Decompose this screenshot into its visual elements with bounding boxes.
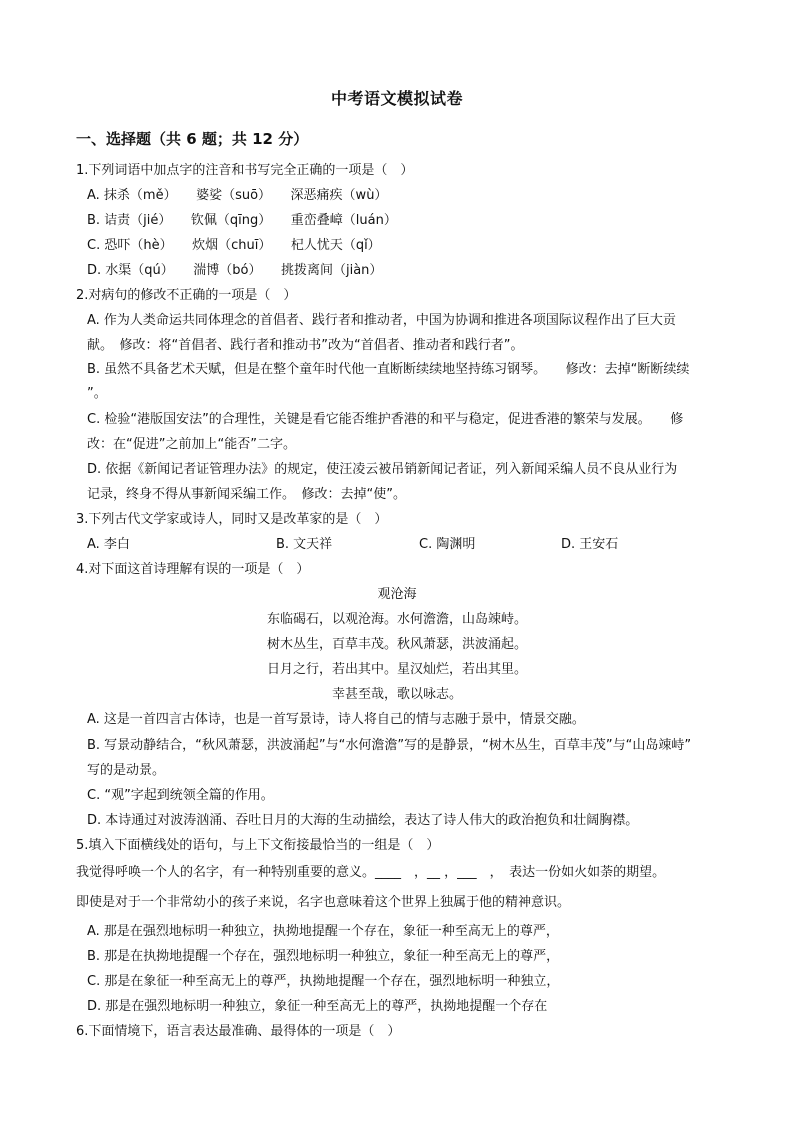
poem-line: 日月之行，若出其中。星汉灿烂，若出其里。 xyxy=(266,662,527,677)
question-4-stem: 4.对下面这首诗理解有误的一项是（ ） xyxy=(76,562,310,577)
question-3-stem: 3.下列古代文学家或诗人，同时又是改革家的是（ ） xyxy=(76,512,388,527)
question-2-line: ”。 xyxy=(87,386,107,401)
question-2-line: A. 作为人类命运共同体理念的首倡者、践行者和推动者，中国为协调和推进各项国际议程作出了巨大贡 xyxy=(87,313,676,328)
question-2-line: D. 依据《新闻记者证管理办法》的规定，使汪凌云被吊销新闻记者证，列入新闻采编人员不良从业行为 xyxy=(87,462,678,477)
question-5-paragraph: 我觉得呼唤一个人的名字，有一种特别重要的意义。____ ，__ ，___ ， 表达一份如火如荼的期望。 xyxy=(76,865,666,880)
question-3-option-a: A. 李白 xyxy=(87,537,130,552)
poem-line: 幸甚至哉，歌以咏志。 xyxy=(331,687,462,702)
question-2-line: 记录，终身不得从事新闻采编工作。 修改：去掉“使”。 xyxy=(87,487,406,502)
question-1-option-c: C. 恐吓（hè） 炊烟（chuī） 杞人忧天（qǐ） xyxy=(87,238,381,253)
poem-line: 东临碣石，以观沧海。水何澹澹，山岛竦峙。 xyxy=(266,612,527,627)
question-4-line: C. “观”字起到统领全篇的作用。 xyxy=(87,788,274,803)
question-6-stem: 6.下面情境下，语言表达最准确、最得体的一项是（ ） xyxy=(76,1024,401,1039)
page-title: 中考语文模拟试卷 xyxy=(330,89,463,108)
question-1-stem: 1.下列词语中加点字的注音和书写完全正确的一项是（ ） xyxy=(76,163,414,178)
question-2-line: B. 虽然不具备艺术天赋，但是在整个童年时代他一直断断续续地坚持练习钢琴。 修改：去掉“断断续续 xyxy=(87,362,690,377)
poem-line: 树木丛生，百草丰茂。秋风萧瑟，洪波涌起。 xyxy=(266,637,527,652)
question-5-paragraph: 即使是对于一个非常幼小的孩子来说，名字也意味着这个世界上独属于他的精神意识。 xyxy=(76,895,571,910)
question-2-line: C. 检验“港版国安法”的合理性，关键是看它能否维护香港的和平与稳定，促进香港的繁荣与发展。 修 xyxy=(87,412,684,427)
question-3-option-c: C. 陶渊明 xyxy=(419,537,476,552)
section-heading: 一、选择题（共 6 题；共 12 分） xyxy=(76,130,309,148)
poem-title: 观沧海 xyxy=(377,587,417,602)
question-5-stem: 5.填入下面横线处的语句，与上下文衔接最恰当的一组是（ ） xyxy=(76,838,440,853)
question-3-option-d: D. 王安石 xyxy=(561,537,619,552)
question-3-options xyxy=(0,536,794,554)
question-5-option-c: C. 那是在象征一种至高无上的尊严，执拗地提醒一个存在，强烈地标明一种独立， xyxy=(87,974,560,989)
question-2-line: 献。 修改：将“首倡者、践行者和推动书”改为“首倡者、推动者和践行者”。 xyxy=(87,338,524,353)
question-1-option-b: B. 诘责（jié） 钦佩（qīng） 重峦叠嶂（luán） xyxy=(87,213,397,228)
question-5-option-b: B. 那是在执拗地提醒一个存在，强烈地标明一种独立，象征一种至高无上的尊严， xyxy=(87,949,560,964)
question-4-line: D. 本诗通过对波涛汹涌、吞吐日月的大海的生动描绘，表达了诗人伟大的政治抱负和壮阔胸襟。 xyxy=(87,813,639,828)
question-2-line: 改：在“促进”之前加上“能否”二字。 xyxy=(87,437,296,452)
question-3-option-b: B. 文天祥 xyxy=(276,537,333,552)
question-4-line: A. 这是一首四言古体诗，也是一首写景诗，诗人将自己的情与志融于景中，情景交融。 xyxy=(87,712,585,727)
question-4-line: B. 写景动静结合，“秋风萧瑟，洪波涌起”与“水何澹澹”写的是静景，“树木丛生，百草丰茂”与“山岛竦峙” xyxy=(87,738,692,753)
question-2-stem: 2.对病句的修改不正确的一项是（ ） xyxy=(76,288,297,303)
question-1-option-d: D. 水渠（qú） 湍博（bó） 挑拨离间（jiàn） xyxy=(87,263,383,278)
question-1-option-a: A. 抹杀（mě） 婆娑（suō） 深恶痛疾（wù） xyxy=(87,188,388,203)
question-5-option-d: D. 那是在强烈地标明一种独立，象征一种至高无上的尊严，执拗地提醒一个存在 xyxy=(87,999,548,1014)
question-5-option-a: A. 那是在强烈地标明一种独立，执拗地提醒一个存在，象征一种至高无上的尊严， xyxy=(87,924,559,939)
question-4-line: 写的是动景。 xyxy=(87,763,166,778)
